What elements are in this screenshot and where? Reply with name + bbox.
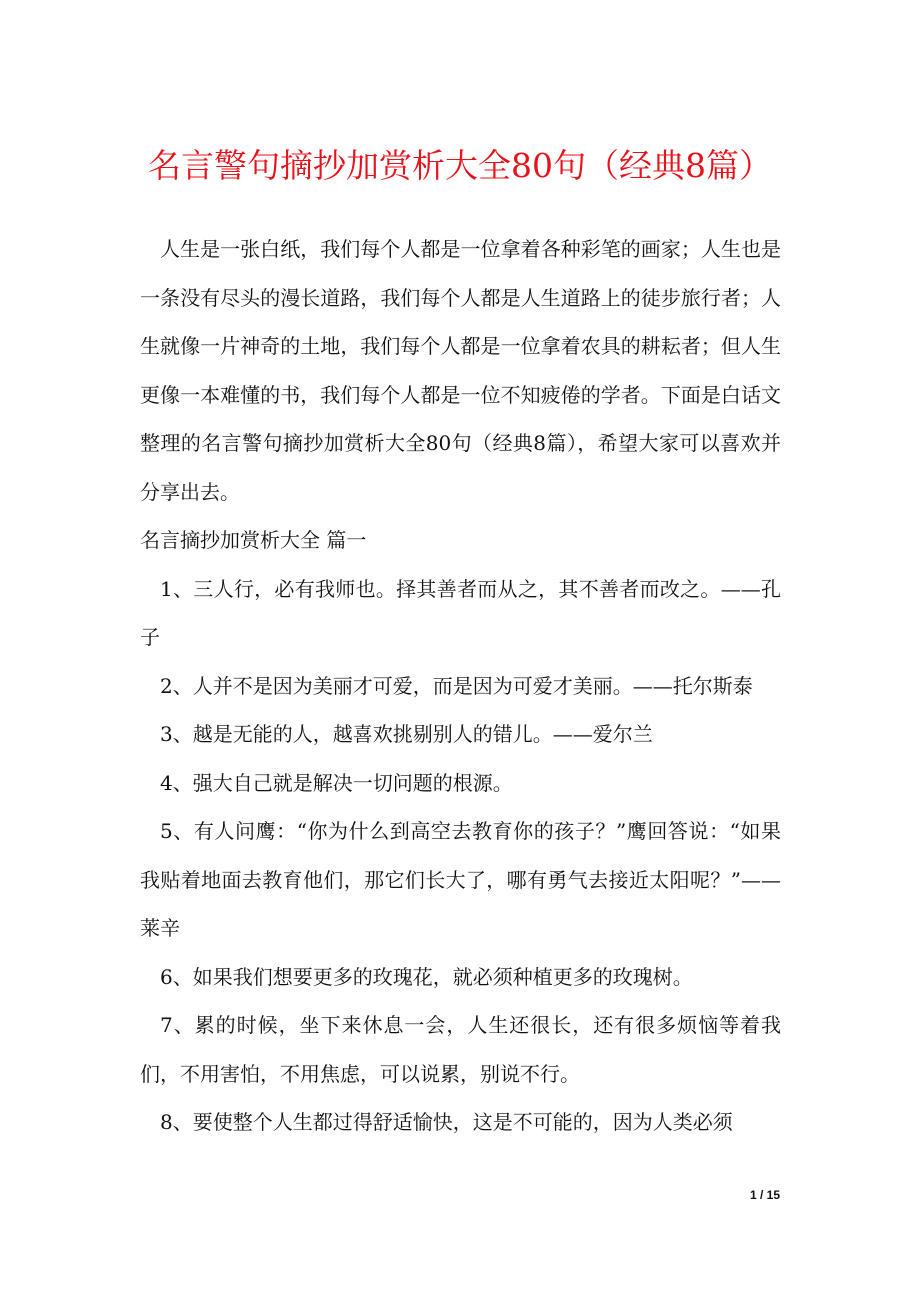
document-body [140,225,781,1147]
quote-item: 4、强大自己就是解决一切问题的根源。 [160,770,513,795]
document-title: 名言警句摘抄加赏析大全80句（经典8篇） [148,146,772,185]
quote-item: 7、累的时候，坐下来休息一会，人生还很长，还有很多烦恼等着我们，不用害怕，不用焦虑，可以说累，别说不行。 [140,1013,781,1086]
quote-item: 1、三人行，必有我师也。择其善者而从之，其不善者而改之。——孔子 [140,576,781,649]
quote-item: 5、有人问鹰：“你为什么到高空去教育你的孩子？”鹰回答说：“如果我贴着地面去教育他们，那它们长大了，哪有勇气去接近太阳呢？”——莱辛 [140,819,781,940]
quote-item: 3、越是无能的人，越喜欢挑剔别人的错儿。——爱尔兰 [160,722,653,746]
intro-paragraph: 人生是一张白纸，我们每个人都是一位拿着各种彩笔的画家；人生也是一条没有尽头的漫长道路，我们每个人都是人生道路上的徒步旅行者；人生就像一片神奇的土地，我们每个人都是一位拿着农具的耕耘者；但人生更像一本难懂的书，我们每个人都是一位不知疲倦的学者。下面是白话文整理的名言警句摘抄加赏析大全80句（经典8篇），希望大家可以喜欢并分享出去。 [140,237,781,504]
quote-item: 2、人并不是因为美丽才可爱，而是因为可爱才美丽。——托尔斯泰 [160,673,753,698]
page-number: 1 / 15 [749,1188,780,1202]
section-heading: 名言摘抄加赏析大全 篇一 [140,528,367,552]
quote-item: 8、要使整个人生都过得舒适愉快，这是不可能的，因为人类必须 [160,1110,733,1134]
quote-item: 6、如果我们想要更多的玫瑰花，就必须种植更多的玫瑰树。 [160,964,693,989]
